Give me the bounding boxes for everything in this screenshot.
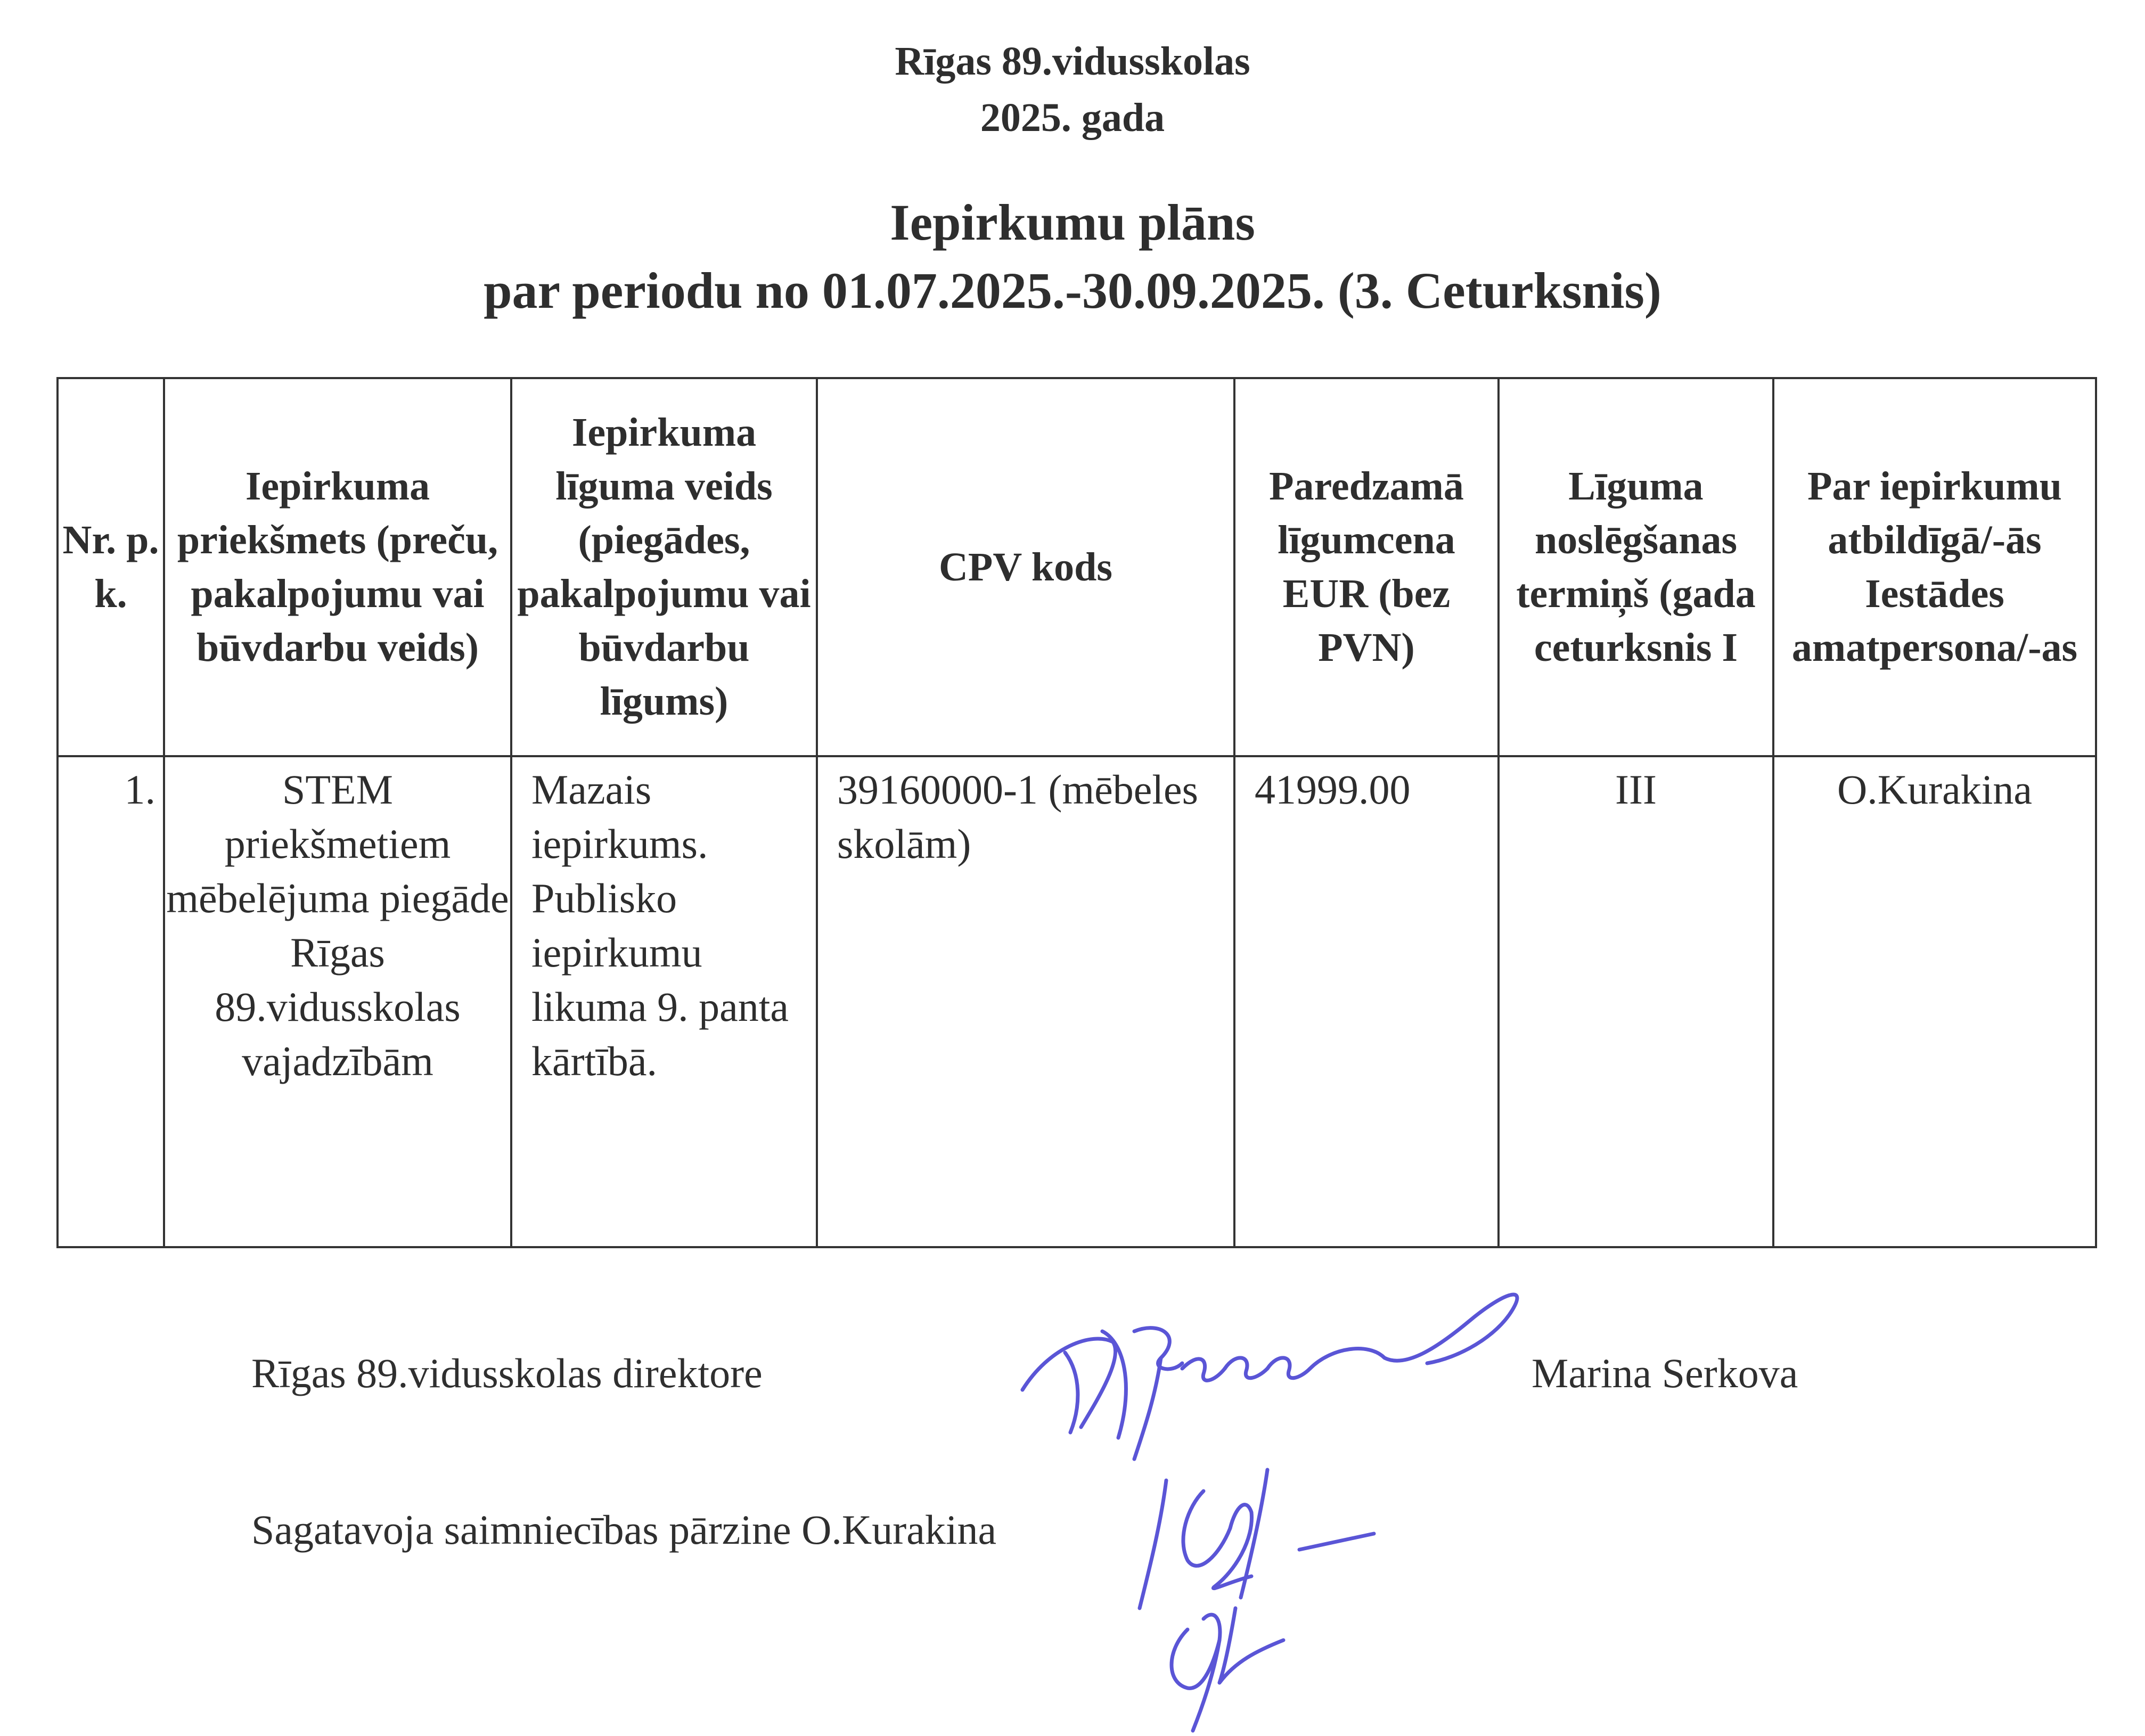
header-nr: Nr. p. k. bbox=[58, 378, 164, 756]
school-name: Rīgas 89.vidusskolas bbox=[895, 39, 1250, 84]
plan-period: par periodu no 01.07.2025.-30.09.2025. (3. Ceturksnis) bbox=[484, 262, 1661, 319]
header-subject: Iepirkuma priekšmets (preču, pakalpojumu vai būvdarbu veids) bbox=[164, 378, 511, 756]
procurement-table bbox=[56, 377, 2097, 1248]
cell-cpv: 39160000-1 (mēbeles skolām) bbox=[817, 756, 1234, 1247]
cell-responsible: O.Kurakina bbox=[1773, 756, 2096, 1247]
plan-title: Iepirkumu plāns bbox=[890, 194, 1255, 251]
header-cpv: CPV kods bbox=[817, 378, 1234, 756]
table-header-row bbox=[58, 378, 2096, 756]
header-term: Līguma noslēgšanas termiņš (gada ceturksnis I bbox=[1499, 378, 1773, 756]
director-name: Marina Serkova bbox=[1532, 1350, 1798, 1396]
cell-term: III bbox=[1499, 756, 1773, 1247]
header-contract-type: Iepirkuma līguma veids (piegādes, pakalpojumu vai būvdarbu līgums) bbox=[511, 378, 817, 756]
cell-contract-type: Mazais iepirkums. Publisko iepirkumu likuma 9. panta kārtībā. bbox=[511, 756, 817, 1247]
header-price: Paredzamā līgumcena EUR (bez PVN) bbox=[1234, 378, 1499, 756]
preparer-signature bbox=[1129, 1448, 1427, 1736]
table-row bbox=[58, 756, 2096, 1247]
cell-price: 41999.00 bbox=[1234, 756, 1499, 1247]
plan-year: 2025. gada bbox=[980, 95, 1165, 140]
header-responsible: Par iepirkumu atbildīgā/-ās Iestādes amatpersona/-as bbox=[1773, 378, 2096, 756]
prepared-by-label: Sagatavoja saimniecības pārzine O.Kurakina bbox=[251, 1506, 997, 1553]
cell-subject: STEM priekšmetiem mēbelējuma piegāde Rīgas 89.vidusskolas vajadzībām bbox=[164, 756, 511, 1247]
cell-nr: 1. bbox=[58, 756, 164, 1247]
director-label: Rīgas 89.vidusskolas direktore bbox=[251, 1350, 763, 1396]
